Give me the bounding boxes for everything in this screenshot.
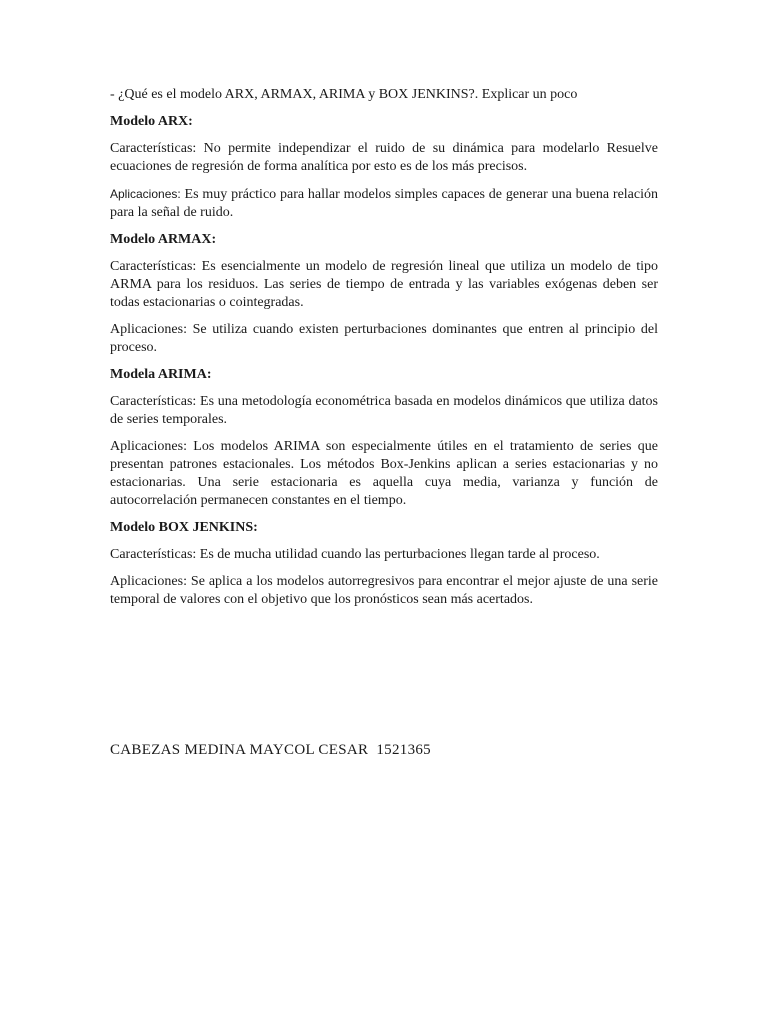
author-signature: CABEZAS MEDINA MAYCOL CESAR 1521365 <box>110 742 431 758</box>
question-line: - ¿Qué es el modelo ARX, ARMAX, ARIMA y BOX JENKINS?. Explicar un poco <box>110 87 578 102</box>
arx-aplicaciones-text: Es muy práctico para hallar modelos simples capaces de generar una buena relación para la señal de ruido. <box>110 187 658 220</box>
arima-aplicaciones: Aplicaciones: Los modelos ARIMA son especialmente útiles en el tratamiento de series que presentan patrones estacionales. Los métodos Box-Jenkins aplican a series estacionarias y no estacionarias. Una serie estacionaria es aquella cuya media, varianza y función de autocorrelación permanecen constantes en el tiempo. <box>110 439 658 508</box>
heading-box-jenkins: Modelo BOX JENKINS: <box>110 520 258 535</box>
arx-aplicaciones-label: Aplicaciones: <box>110 187 181 201</box>
arx-caracteristicas: Características: No permite independizar el ruido de su dinámica para modelarlo Resuelve ecuaciones de regresión de forma analítica por esto es de los más precisos. <box>110 141 658 174</box>
arima-caracteristicas: Características: Es una metodología econométrica basada en modelos dinámicos que utiliza datos de series temporales. <box>110 394 658 427</box>
box-jenkins-aplicaciones: Aplicaciones: Se aplica a los modelos autorregresivos para encontrar el mejor ajuste de una serie temporal de valores con el objetivo que los pronósticos sean más acertados. <box>110 574 658 607</box>
armax-aplicaciones: Aplicaciones: Se utiliza cuando existen perturbaciones dominantes que entren al principio del proceso. <box>110 322 658 355</box>
box-jenkins-caracteristicas: Características: Es de mucha utilidad cuando las perturbaciones llegan tarde al proceso. <box>110 547 600 562</box>
armax-caracteristicas: Características: Es esencialmente un modelo de regresión lineal que utiliza un modelo de tipo ARMA para los residuos. Las series de tiempo de entrada y las variables exógenas deben ser todas estacionarias o cointegradas. <box>110 259 658 310</box>
heading-arx: Modelo ARX: <box>110 114 193 129</box>
heading-arima: Modela ARIMA: <box>110 367 212 382</box>
arx-aplicaciones <box>110 185 658 222</box>
heading-armax: Modelo ARMAX: <box>110 232 217 247</box>
document-body <box>110 86 658 618</box>
